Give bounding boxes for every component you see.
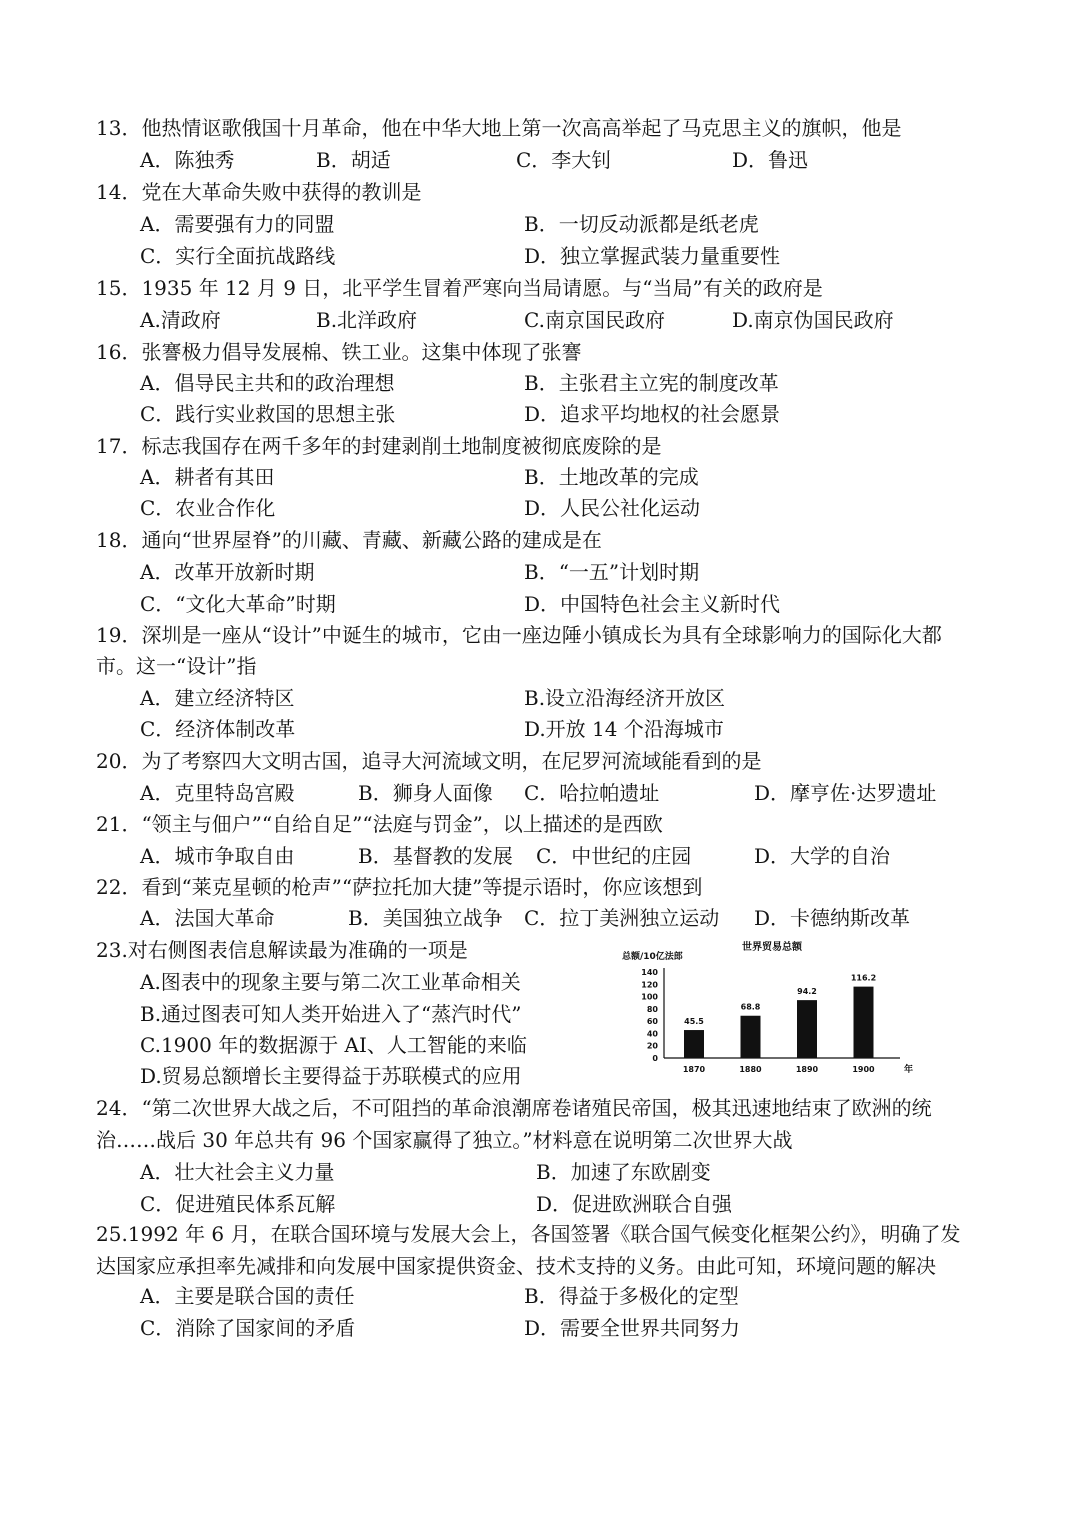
q16-option-b: B．主张君主立宪的制度改革 [524,371,779,395]
chart-y-tick-label: 120 [641,980,658,990]
q20-option-d: D．摩亨佐·达罗遗址 [754,781,937,805]
question-22-stem: 22．看到“莱克星顿的枪声”“萨拉托加大捷”等提示语时，你应该想到 [96,875,703,899]
q20-option-a: A．克里特岛宫殿 [140,781,295,805]
q19-option-a: A．建立经济特区 [140,686,295,710]
q18-option-a: A．改革开放新时期 [140,560,315,584]
question-25-stem-continued: 达国家应承担率先减排和向发展中国家提供资金、技术支持的义务。由此可知，环境问题的解决 [96,1254,936,1278]
q15-option-b: B.北洋政府 [316,308,418,332]
chart-y-tick-label: 80 [646,1004,658,1014]
chart-bar [741,1016,761,1058]
chart-x-tick-label: 1900 [852,1065,875,1074]
q24-option-c: C．促进殖民体系瓦解 [140,1192,336,1216]
q21-option-d: D．大学的自治 [754,844,891,868]
chart-x-tick-label: 1870 [682,1065,706,1074]
chart-data-label: 94.2 [797,987,817,997]
q14-option-c: C．实行全面抗战路线 [140,244,336,268]
q16-option-d: D．追求平均地权的社会愿景 [524,402,781,426]
question-20-stem: 20．为了考察四大文明古国，追寻大河流域文明，在尼罗河流域能看到的是 [96,749,762,773]
q21-option-a: A．城市争取自由 [140,844,295,868]
chart-bar [854,987,874,1058]
question-17-stem: 17．标志我国存在两千多年的封建剥削土地制度被彻底废除的是 [96,434,662,458]
q17-option-a: A．耕者有其田 [140,465,275,489]
q13-option-a: A．陈独秀 [140,148,235,172]
q22-option-c: C．拉丁美洲独立运动 [524,906,720,930]
chart-x-axis-label: 年 [904,1065,914,1075]
q23-option-c: C.1900 年的数据源于 AI、人工智能的来临 [140,1033,527,1057]
q22-option-a: A．法国大革命 [140,906,275,930]
q17-option-c: C．农业合作化 [140,496,276,520]
q22-option-b: B．美国独立战争 [348,906,503,930]
q13-option-d: D．鲁迅 [732,148,809,172]
question-21-stem: 21．“领主与佃户”“自给自足”“法庭与罚金”，以上描述的是西欧 [96,812,663,836]
question-24-stem: 24．“第二次世界大战之后，不可阻挡的革命浪潮席卷诸殖民帝国，极其迅速地结束了欧洲的统 [96,1096,932,1120]
q13-option-b: B．胡适 [316,148,391,172]
chart-y-tick-label: 60 [646,1017,658,1027]
q25-option-d: D．需要全世界共同努力 [524,1316,741,1340]
question-14-stem: 14．党在大革命失败中获得的教训是 [96,180,422,204]
q24-option-b: B．加速了东欧剧变 [536,1160,711,1184]
chart-x-tick-label: 1890 [795,1065,819,1074]
q15-option-d: D.南京伪国民政府 [732,308,894,332]
q18-option-b: B．“一五”计划时期 [524,560,700,584]
q17-option-b: B．土地改革的完成 [524,465,699,489]
question-16-stem: 16．张謇极力倡导发展棉、铁工业。这集中体现了张謇 [96,340,582,364]
question-13-stem: 13．他热情讴歌俄国十月革命，他在中华大地上第一次高高举起了马克思主义的旗帜，他是 [96,116,902,140]
chart-data-label: 45.5 [684,1017,704,1027]
question-19-stem-continued: 市。这一“设计”指 [96,654,257,678]
chart-x-tick-label: 1880 [739,1065,762,1074]
question-23-stem: 23.对右侧图表信息解读最为准确的一项是 [96,938,468,962]
question-18-stem: 18．通向“世界屋脊”的川藏、青藏、新藏公路的建成是在 [96,528,602,552]
question-25-stem: 25.1992 年 6 月，在联合国环境与发展大会上，各国签署《联合国气候变化框架公约》，明确了发 [96,1222,961,1246]
q24-option-d: D．促进欧洲联合自强 [536,1192,733,1216]
chart-y-axis-label: 总额/10亿法郎 [622,952,683,962]
chart-title: 世界贸易总额 [742,942,802,953]
question-24-stem-continued: 治……战后 30 年总共有 96 个国家赢得了独立。”材料意在说明第二次世界大战 [96,1128,793,1152]
q25-option-a: A．主要是联合国的责任 [140,1284,355,1308]
q16-option-a: A．倡导民主共和的政治理想 [140,371,395,395]
chart-y-tick-label: 40 [646,1029,658,1039]
chart-data-label: 68.8 [740,1002,761,1012]
chart-data-label: 116.2 [850,973,877,983]
q24-option-a: A．壮大社会主义力量 [140,1160,335,1184]
q19-option-c: C．经济体制改革 [140,717,296,741]
q16-option-c: C．践行实业救国的思想主张 [140,402,396,426]
q19-option-d: D.开放 14 个沿海城市 [524,717,724,741]
q15-option-c: C.南京国民政府 [524,308,665,332]
q14-option-a: A．需要强有力的同盟 [140,212,335,236]
q23-option-a: A.图表中的现象主要与第二次工业革命相关 [140,970,521,994]
q21-option-c: C．中世纪的庄园 [536,844,692,868]
q23-option-b: B.通过图表可知人类开始进入了“蒸汽时代” [140,1002,522,1026]
q21-option-b: B．基督教的发展 [358,844,513,868]
q14-option-b: B．一切反动派都是纸老虎 [524,212,759,236]
chart-y-tick-label: 100 [641,992,658,1002]
q20-option-b: B．狮身人面像 [358,781,493,805]
q14-option-d: D．独立掌握武装力量重要性 [524,244,781,268]
q18-option-c: C．“文化大革命”时期 [140,592,336,616]
q25-option-c: C．消除了国家间的矛盾 [140,1316,356,1340]
question-15-stem: 15．1935 年 12 月 9 日，北平学生冒着严寒向当局请愿。与“当局”有关的政府是 [96,276,823,300]
q19-option-b: B.设立沿海经济开放区 [524,686,726,710]
q20-option-c: C．哈拉帕遗址 [524,781,660,805]
chart-bar [684,1030,704,1058]
question-19-stem: 19．深圳是一座从“设计”中诞生的城市，它由一座边陲小镇成长为具有全球影响力的国际化大都 [96,623,942,647]
q13-option-c: C．李大钊 [516,148,612,172]
world-trade-bar-chart [620,938,920,1088]
chart-y-tick-label: 20 [646,1041,658,1051]
q15-option-a: A.清政府 [140,308,221,332]
chart-y-tick-label: 140 [641,968,658,977]
q18-option-d: D．中国特色社会主义新时代 [524,592,781,616]
q25-option-b: B．得益于多极化的定型 [524,1284,739,1308]
chart-bar [797,1000,817,1058]
q23-option-d: D.贸易总额增长主要得益于苏联模式的应用 [140,1064,522,1088]
q17-option-d: D．人民公社化运动 [524,496,701,520]
chart-y-tick-label: 0 [652,1054,658,1063]
q22-option-d: D．卡德纳斯改革 [754,906,911,930]
